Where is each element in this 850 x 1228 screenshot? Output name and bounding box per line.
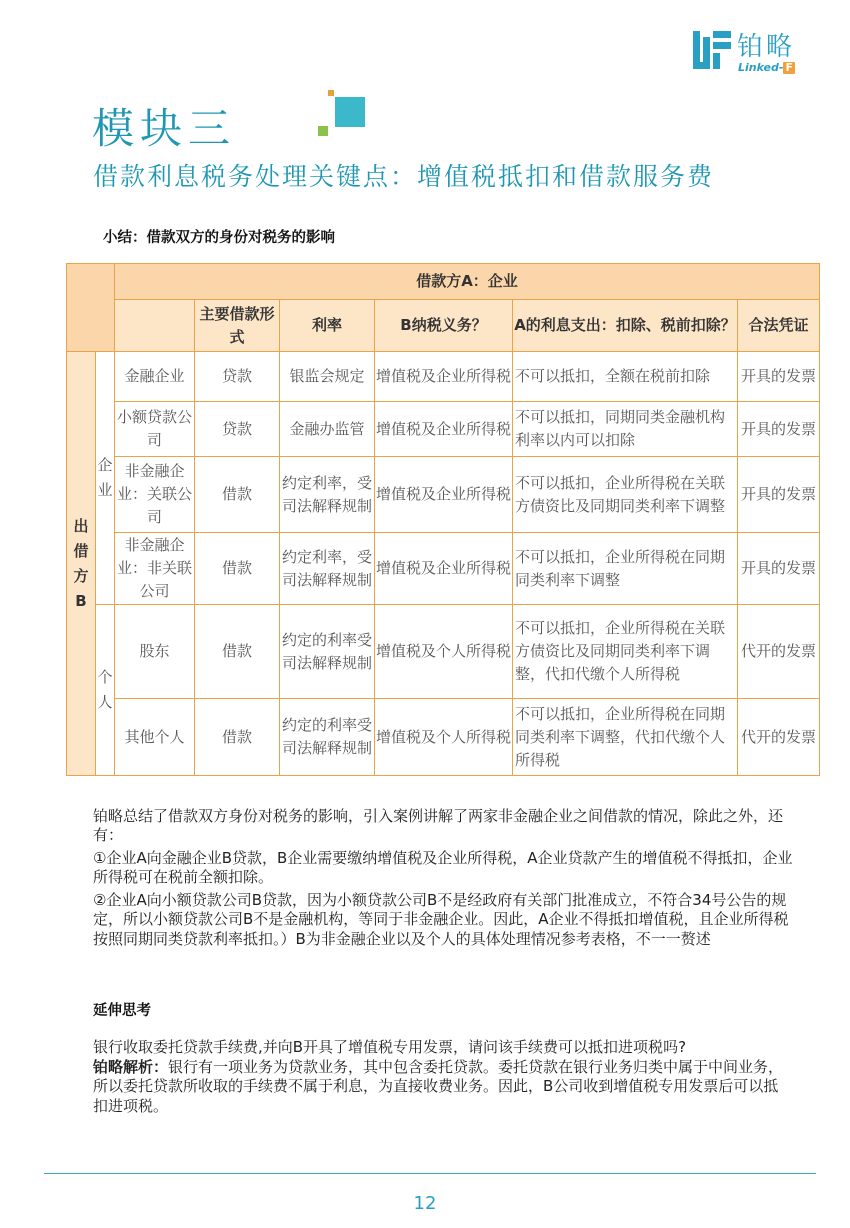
cell-tax: 增值税及个人所得税 xyxy=(375,605,513,699)
cell-lender: 非金融企业：非关联公司 xyxy=(115,533,195,605)
case-paragraph-1: ①企业A向金融企业B贷款，B企业需要缴纳增值税及企业所得税，A企业贷款产生的增值税不得抵扣，企业所得税可在税前全额扣除。 xyxy=(93,849,793,887)
cell-voucher: 开具的发票 xyxy=(738,352,820,402)
cell-voucher: 开具的发票 xyxy=(738,533,820,605)
cell-lender: 股东 xyxy=(115,605,195,699)
cell-tax: 增值税及个人所得税 xyxy=(375,699,513,776)
extend-heading: 延伸思考 xyxy=(93,1003,151,1019)
cell-form: 借款 xyxy=(195,457,280,533)
module-title: 模块三 xyxy=(92,104,237,153)
cell-deduction: 不可以抵扣，企业所得税在关联方债资比及同期同类利率下调整 xyxy=(513,457,738,533)
cell-deduction: 不可以抵扣，同期同类金融机构利率以内可以扣除 xyxy=(513,402,738,457)
column-header-rate: 利率 xyxy=(280,300,375,352)
extend-answer xyxy=(93,1058,793,1116)
column-header-form: 主要借款形式 xyxy=(195,300,280,352)
cell-voucher: 开具的发票 xyxy=(738,402,820,457)
table-header-row-top xyxy=(67,264,820,300)
footer-divider xyxy=(44,1173,816,1174)
answer-text: 银行有一项业务为贷款业务，其中包含委托贷款。委托贷款在银行业务归类中属于中间业务，所以委托贷款所收取的手续费不属于利息，为直接收费业务。因此，B公司收到增值税专用发票后可以抵扣进项税。 xyxy=(93,1058,784,1115)
cell-rate: 约定的利率受司法解释规制 xyxy=(280,699,375,776)
cell-tax: 增值税及企业所得税 xyxy=(375,457,513,533)
summary-heading: 小结：借款双方的身份对税务的影响 xyxy=(103,230,335,246)
extend-question: 银行收取委托贷款手续费,并向B开具了增值税专用发票，请问该手续费可以抵扣进项税吗? xyxy=(93,1038,687,1056)
borrower-header: 借款方A：企业 xyxy=(115,264,820,300)
cell-form: 借款 xyxy=(195,699,280,776)
table-row xyxy=(67,699,820,776)
tax-impact-table xyxy=(66,263,820,776)
cell-voucher: 开具的发票 xyxy=(738,457,820,533)
cell-rate: 约定利率，受司法解释规制 xyxy=(280,533,375,605)
lender-label: 出借方B xyxy=(67,352,96,776)
answer-label: 铂略解析： xyxy=(93,1058,169,1076)
cell-deduction: 不可以抵扣，企业所得税在同期同类利率下调整，代扣代缴个人所得税 xyxy=(513,699,738,776)
lender-type-header xyxy=(115,300,195,352)
group-individual: 个人 xyxy=(96,605,115,776)
summary-paragraph: 铂略总结了借款双方身份对税务的影响，引入案例讲解了两家非金融企业之间借款的情况，除此之外，还有： xyxy=(93,807,784,845)
cell-tax: 增值税及企业所得税 xyxy=(375,533,513,605)
table-row xyxy=(67,533,820,605)
brand-logo xyxy=(693,31,818,75)
cell-lender: 非金融企业：关联公司 xyxy=(115,457,195,533)
cell-form: 贷款 xyxy=(195,352,280,402)
cell-rate: 约定利率，受司法解释规制 xyxy=(280,457,375,533)
column-header-voucher: 合法凭证 xyxy=(738,300,820,352)
column-header-tax: B纳税义务？ xyxy=(375,300,513,352)
logo-name-en: Linked- F xyxy=(738,61,793,74)
cell-lender: 金融企业 xyxy=(115,352,195,402)
cell-deduction: 不可以抵扣，全额在税前扣除 xyxy=(513,352,738,402)
column-header-deduction: A的利息支出：扣除、税前扣除？ xyxy=(513,300,738,352)
cell-tax: 增值税及企业所得税 xyxy=(375,352,513,402)
module-subtitle: 借款利息税务处理关键点：增值税抵扣和借款服务费 xyxy=(93,162,715,191)
cell-voucher: 代开的发票 xyxy=(738,605,820,699)
cell-form: 借款 xyxy=(195,533,280,605)
cell-rate: 约定的利率受司法解释规制 xyxy=(280,605,375,699)
cell-lender: 其他个人 xyxy=(115,699,195,776)
table-row xyxy=(67,605,820,699)
table-row xyxy=(67,402,820,457)
cell-rate: 金融办监管 xyxy=(280,402,375,457)
table-header-row xyxy=(67,300,820,352)
group-enterprise: 企业 xyxy=(96,352,115,605)
cell-voucher: 代开的发票 xyxy=(738,699,820,776)
table-corner-cell xyxy=(67,264,115,352)
cell-tax: 增值税及企业所得税 xyxy=(375,402,513,457)
cell-lender: 小额贷款公司 xyxy=(115,402,195,457)
table-row xyxy=(67,457,820,533)
cell-deduction: 不可以抵扣，企业所得税在同期同类利率下调整 xyxy=(513,533,738,605)
page-number: 12 xyxy=(413,1193,437,1214)
cell-form: 贷款 xyxy=(195,402,280,457)
cell-deduction: 不可以抵扣，企业所得税在关联方债资比及同期同类利率下调整，代扣代缴个人所得税 xyxy=(513,605,738,699)
cell-rate: 银监会规定 xyxy=(280,352,375,402)
logo-name: 铂略 xyxy=(737,32,796,62)
table-row xyxy=(67,352,820,402)
case-paragraph-2: ②企业A向小额贷款公司B贷款，因为小额贷款公司B不是经政府有关部门批准成立，不符合34号公告的规定，所以小额贷款公司B不是金融机构，等同于非金融企业。因此，A企业不得抵扣增值税，且企业所得税按照同期同类贷款利率抵扣。）B为非金融企业以及个人的具体处理情况参考表格，不一一赘述 xyxy=(93,891,789,948)
cell-form: 借款 xyxy=(195,605,280,699)
decorative-squares-icon xyxy=(316,90,366,140)
logo-mark-icon xyxy=(693,31,731,69)
